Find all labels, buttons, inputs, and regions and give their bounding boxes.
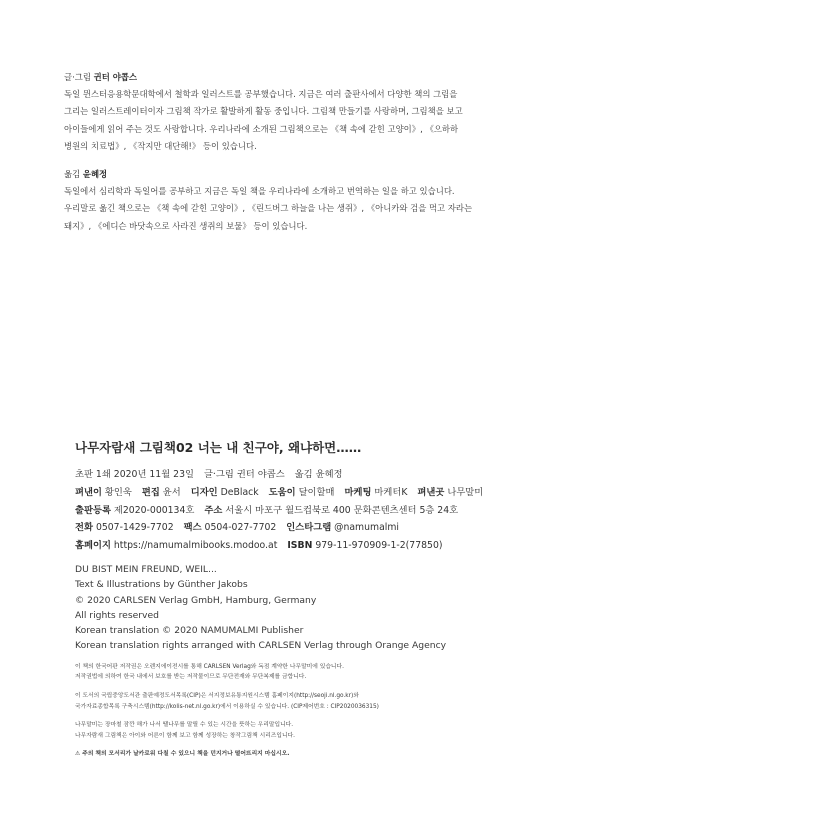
editor-label: 편집 xyxy=(141,486,160,498)
author-label: 글·그림 xyxy=(203,469,234,480)
safety-warning: ⚠ 주의 책의 모서리가 날카로워 다칠 수 있으니 책을 던지거나 떨어뜨리지 마십시오. xyxy=(75,751,290,758)
author-heading xyxy=(64,70,534,84)
marketing-value: 마케터K xyxy=(374,486,408,498)
translator-bio-line: 우리말로 옮긴 책으로는 《책 속에 갇힌 고양이》, 《린드버그 하늘을 나는 생쥐》, 《아니카와 검을 먹고 자라는 xyxy=(64,203,473,214)
author-bio-line: 그리는 일러스트레이터이자 그림책 작가로 활발하게 활동 중입니다. 그림책 만들기를 사랑하며, 그림책을 보고 xyxy=(64,106,463,117)
help-label: 도움이 xyxy=(268,486,296,498)
instagram-value: @namumalmi xyxy=(334,522,399,534)
author-bio-line: 아이들에게 읽어 주는 것도 사랑합니다. 우리나라에 소개된 그림책으로는 《책 속에 갇힌 고양이》, 《으하하 xyxy=(64,123,459,134)
book-title: 나무자람새 그림책02 너는 내 친구야, 왜냐하면…… xyxy=(75,440,362,455)
phone-value: 0507-1429-7702 xyxy=(95,522,174,534)
author-role: 글·그림 xyxy=(64,72,91,82)
registration-value: 제2020-000134호 xyxy=(113,504,195,516)
homepage-value: https://namumalmibooks.modoo.at xyxy=(113,540,278,552)
contact-row xyxy=(75,519,535,537)
imprint-block xyxy=(75,440,535,760)
original-credit-line: © 2020 CARLSEN Verlag GmbH, Hamburg, Germany xyxy=(75,594,317,606)
address-value: 서울시 마포구 월드컵북로 400 문화콘텐츠센터 5층 24호 xyxy=(225,504,459,516)
original-edition-credits xyxy=(75,562,535,654)
author-name: 귄터 야콥스 xyxy=(93,72,137,82)
publisher-value: 황인욱 xyxy=(104,486,132,498)
translator-name: 윤혜정 xyxy=(82,169,108,179)
translator-heading xyxy=(64,167,534,181)
original-credit-line: All rights reserved xyxy=(75,609,159,621)
marketing-label: 마케팅 xyxy=(344,486,372,498)
isbn-label: ISBN xyxy=(287,540,313,552)
author-value: 귄터 야콥스 xyxy=(236,469,285,480)
phone-label: 전화 xyxy=(75,522,93,534)
author-bio xyxy=(64,70,534,156)
design-label: 디자인 xyxy=(190,486,218,498)
publisher-about xyxy=(75,720,535,741)
notice-line: 이 책의 한국어판 저작권은 오렌지에이전시를 통해 CARLSEN Verlag와 독점 계약한 나무말미에 있습니다. xyxy=(75,663,344,670)
notice-line: 나무자람새 그림책은 아이와 어른이 함께 보고 함께 성장하는 창작그림책 시리즈입니다. xyxy=(75,732,296,739)
original-credit-line: Text & Illustrations by Günther Jakobs xyxy=(75,579,248,591)
translator-bio xyxy=(64,167,534,235)
help-value: 달이할매 xyxy=(298,486,335,498)
translator-role: 옮김 xyxy=(64,169,81,179)
registration-row xyxy=(75,502,535,520)
staff-row xyxy=(75,484,535,502)
original-credit-line: Korean translation rights arranged with CARLSEN Verlag through Orange Agency xyxy=(75,640,447,652)
press-value: 나무말미 xyxy=(447,486,484,498)
web-row xyxy=(75,537,535,555)
translator-bio-line: 돼지》, 《에디슨 바닷속으로 사라진 생쥐의 보물》 등이 있습니다. xyxy=(64,220,308,231)
address-label: 주소 xyxy=(204,504,223,516)
copyright-notice xyxy=(75,662,535,683)
original-title: DU BIST MEIN FREUND, WEIL... xyxy=(75,563,217,575)
notice-line: 이 도서의 국립중앙도서관 출판예정도서목록(CIP)은 서지정보유통지원시스템 홈페이지(http://seoji.nl.go.kr)와 xyxy=(75,692,359,699)
notice-line: 나무말미는 장마철 잠깐 해가 나서 땔나무를 말릴 수 있는 시간을 뜻하는 우리말입니다. xyxy=(75,722,294,729)
original-credit-line: Korean translation © 2020 NAMUMALMI Publisher xyxy=(75,625,304,637)
author-bio-line: 병원의 치료법》, 《작지만 대단해!》 등이 있습니다. xyxy=(64,141,257,152)
fax-value: 0504-027-7702 xyxy=(204,522,277,534)
instagram-label: 인스타그램 xyxy=(286,522,332,534)
legal-notices xyxy=(75,662,535,760)
notice-line: 저작권법에 의하여 한국 내에서 보호를 받는 저작물이므로 무단전재와 무단복제를 금합니다. xyxy=(75,674,307,681)
fax-label: 팩스 xyxy=(183,522,202,534)
press-label: 펴낸곳 xyxy=(417,486,445,498)
registration-label: 출판등록 xyxy=(75,504,111,516)
publisher-label: 펴낸이 xyxy=(75,486,102,498)
translator-bio-line: 독일에서 심리학과 독일어를 공부하고 지금은 독일 책을 우리나라에 소개하고 번역하는 일을 하고 있습니다. xyxy=(64,186,455,196)
isbn-value: 979-11-970909-1-2(77850) xyxy=(315,540,443,552)
edition-date: 2020년 11월 23일 xyxy=(113,469,194,480)
design-value: DeBlack xyxy=(220,486,259,498)
author-bio-line: 독일 뮌스터응용학문대학에서 철학과 일러스트를 공부했습니다. 지금은 여러 출판사에서 다양한 책의 그림을 xyxy=(64,89,458,99)
translator-value: 윤혜정 xyxy=(315,469,343,480)
edition-row xyxy=(75,466,535,484)
cip-notice xyxy=(75,691,535,712)
edition-label: 초판 1쇄 xyxy=(75,469,111,480)
translator-label: 옮김 xyxy=(294,469,313,480)
editor-value: 윤서 xyxy=(162,486,181,498)
homepage-label: 홈페이지 xyxy=(75,540,111,552)
notice-line: 국가자료종합목록 구축시스템(http://kolis-net.nl.go.kr)에서 이용하실 수 있습니다. (CIP제어번호 : CIP2020036315) xyxy=(75,703,379,710)
